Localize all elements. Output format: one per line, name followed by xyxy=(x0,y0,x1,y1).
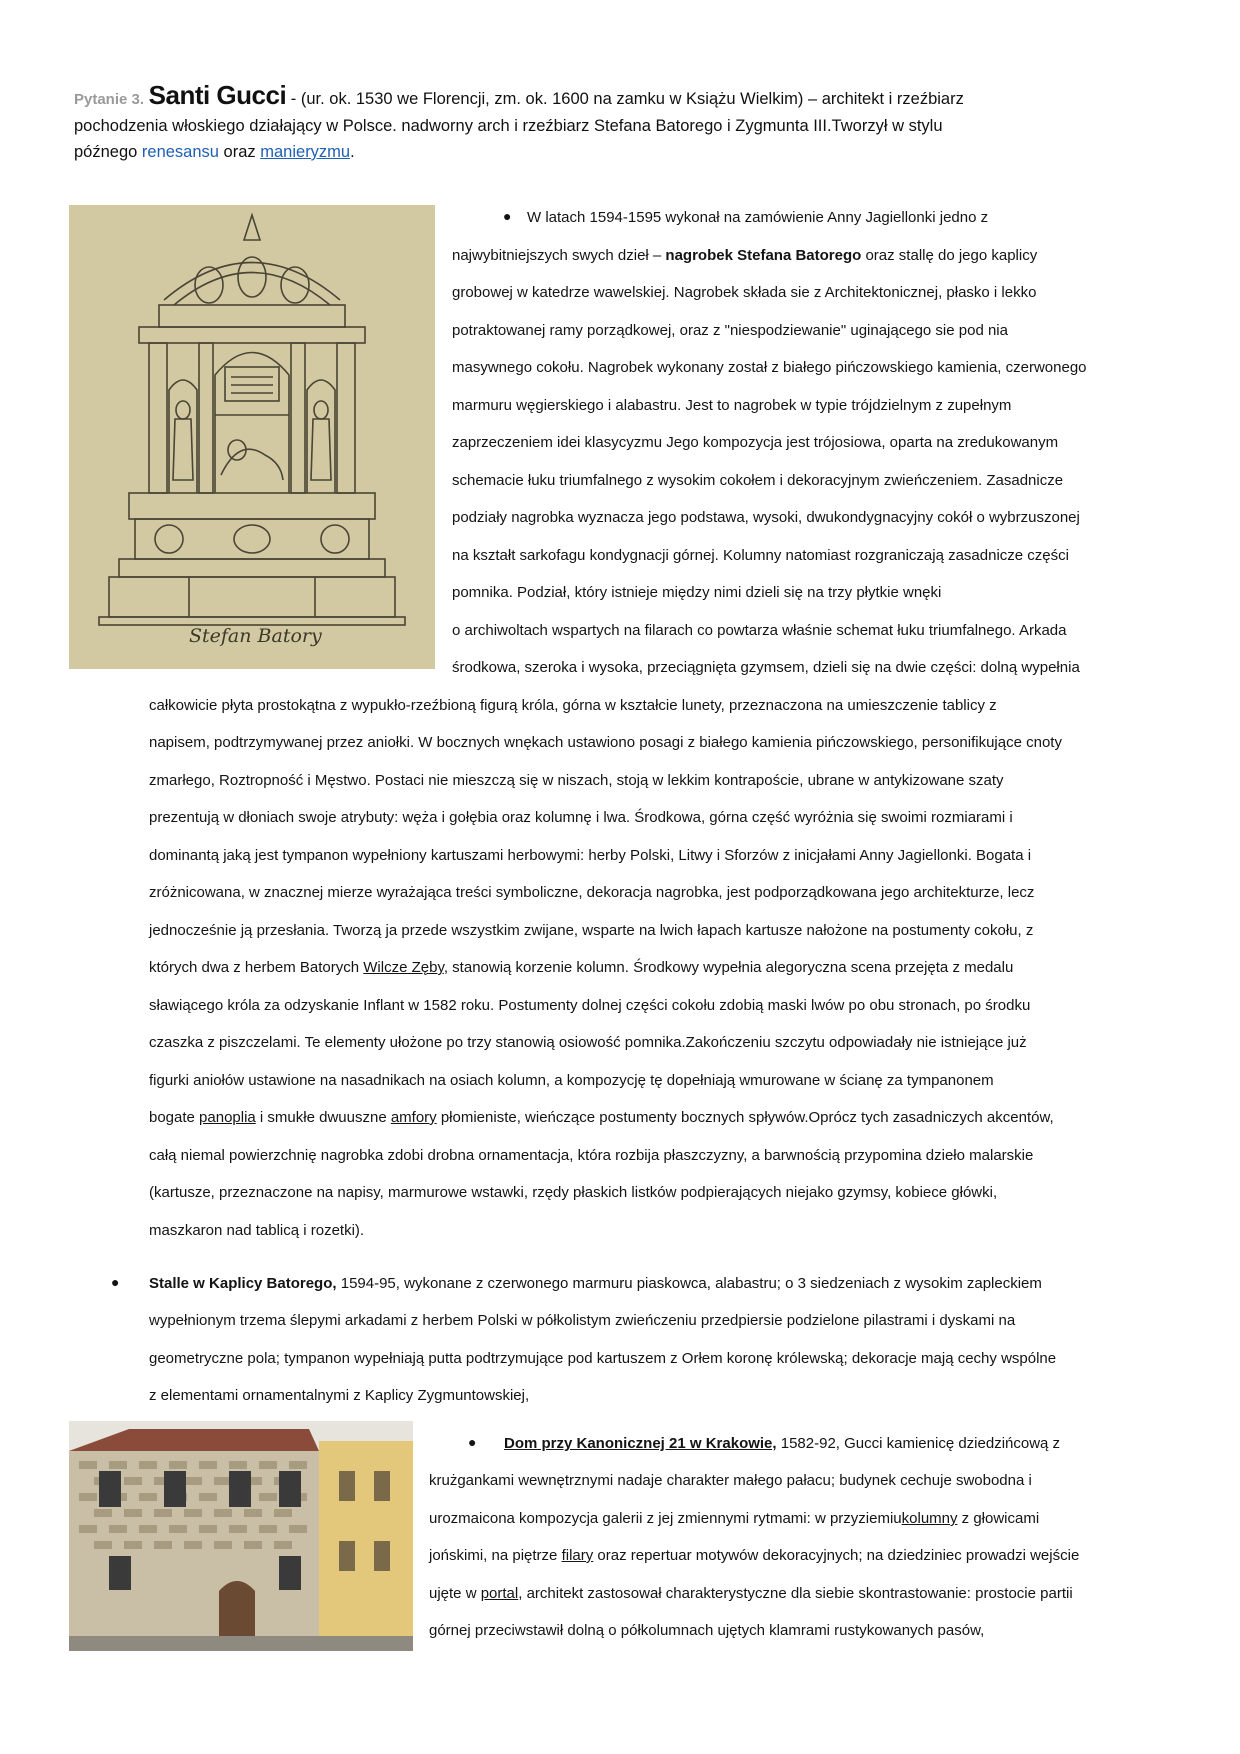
section1-line-21: których dwa z herbem Batorych Wilcze Zęby, stanowią korzenie kolumn. Środkowy wypełnia alegoryczna scena przejęta z medalu xyxy=(149,959,1014,976)
section1-line-2: najwybitniejszych swych dzieł – nagrobek Stefana Batorego oraz stallę do jego kaplicy xyxy=(452,247,1038,264)
section1-line-28: maszkaron nad tablicą i rozetki). xyxy=(149,1222,365,1239)
header-line-2: pochodzenia włoskiego działający w Polsce. nadworny arch i rzeźbiarz Stefana Batorego i Zygmunta III.Tworzył w stylu xyxy=(74,117,943,135)
section1-line-26: całą niemal powierzchnię nagrobka zdobi drobna ornamentacja, która rozbija płaszczyzny, a barwnością przypomina dzieło malarskie xyxy=(149,1147,1034,1164)
section2-bullet: ● xyxy=(111,1274,120,1290)
tomb-engraving-drawing xyxy=(69,205,435,669)
section1-line-27: (kartusze, przeznaczone na napisy, marmurowe wstawki, rzędy płaskich listków podpierających niejako gzymsy, kobiece główki, xyxy=(149,1184,998,1201)
header-line-3: późnego renesansu oraz manieryzmu. xyxy=(74,143,355,161)
nagrobek-title: nagrobek Stefana Batorego xyxy=(665,247,862,264)
section1-line-1: W latach 1594-1595 wykonał na zamówienie Anny Jagiellonki jedno z xyxy=(527,209,989,226)
section2-line-1: Stalle w Kaplicy Batorego, 1594-95, wykonane z czerwonego marmuru piaskowca, alabastru; o 3 siedzeniach z wysokim zapleckiem xyxy=(149,1275,1042,1292)
section1-line-18: dominantą jaką jest tympanon wypełniony kartuszami herbowymi: herby Polski, Litwy i Sforzów z inicjałami Anny Jagiellonki. Bogata i xyxy=(149,847,1032,864)
header-intro: - (ur. ok. 1530 we Florencji, zm. ok. 1600 na zamku w Książu Wielkim) – architekt i rzeźbiarz xyxy=(286,90,964,108)
tomb-engraving-image xyxy=(69,205,435,669)
section1-line-13: środkowa, szeroka i wysoka, przeciągnięta gzymsem, dzieli się na dwie części: dolną wypełnia xyxy=(452,659,1080,676)
section3-line-2: krużgankami wewnętrznymi nadaje charakter małego pałacu; budynek cechuje swobodna i xyxy=(429,1472,1032,1489)
section1-line-17: prezentują w dłoniach swoje atrybuty: węża i gołębia oraz kolumnę i lwa. Środkowa, górna część wyróżnia się swoimi rozmiarami i xyxy=(149,809,1013,826)
kanonicza-link[interactable]: Dom przy Kanonicznej 21 w Krakowie, xyxy=(504,1435,777,1452)
kolumny-link[interactable]: kolumny xyxy=(901,1510,958,1527)
section1-line-14: całkowicie płyta prostokątna z wypukło-rzeźbioną figurą króla, górna w kształcie lunety, przeznaczona na umieszczenie tablicy z xyxy=(149,697,997,714)
section1-line-11: pomnika. Podział, który istnieje między nimi dzieli się na trzy płytkie wnęki xyxy=(452,584,942,601)
section1-line-24: figurki aniołów ustawione na nasadnikach na osiach kolumn, a kompozycję tę dopełniają wmurowane w ścianę za tympanonem xyxy=(149,1072,994,1089)
section1-bullet: ● xyxy=(503,208,512,224)
section1-line-4: potraktowanej ramy porządkowej, oraz z "niespodziewanie" uginającego sie pod nia xyxy=(452,322,1008,339)
question-label: Pytanie 3. xyxy=(74,91,145,108)
section1-line-10: na kształt sarkofagu kondygnacji górnej. Kolumny natomiast rozgraniczają zasadnicze części xyxy=(452,547,1069,564)
section1-line-15: napisem, podtrzymywanej przez aniołki. W bocznych wnękach ustawiono posagi z białego kamienia pińczowskiego, personifikujące cnoty xyxy=(149,734,1062,751)
manieryzmu-link[interactable]: manieryzmu xyxy=(260,143,351,161)
panoplia-link[interactable]: panoplia xyxy=(199,1109,256,1126)
section1-line-22: sławiącego króla za odzyskanie Inflant w 1582 roku. Postumenty dolnej części cokołu zdobią maski lwów po obu stronach, po środku xyxy=(149,997,1031,1014)
stalle-title: Stalle w Kaplicy Batorego, xyxy=(149,1275,337,1292)
page-title: Santi Gucci xyxy=(148,80,287,110)
section3-line-1: Dom przy Kanonicznej 21 w Krakowie, 1582-92, Gucci kamienicę dziedzińcową z xyxy=(504,1435,1061,1452)
renesansu-link[interactable]: renesansu xyxy=(141,143,219,161)
section3-line-4: jońskimi, na piętrze filary oraz repertuar motywów dekoracyjnych; na dziedziniec prowadzi wejście xyxy=(429,1547,1080,1564)
section2-line-2: wypełnionym trzema ślepymi arkadami z herbem Polski w półkolistym zwieńczeniu przedpiersie podzielone pilastrami i dyskami na xyxy=(149,1312,1016,1329)
section1-line-5: masywnego cokołu. Nagrobek wykonany został z białego pińczowskiego kamienia, czerwonego xyxy=(452,359,1087,376)
section2-line-4: z elementami ornamentalnymi z Kaplicy Zygmuntowskiej, xyxy=(149,1387,530,1404)
wilcze-zeby-link[interactable]: Wilcze Zęby xyxy=(363,959,444,976)
kanonicza-house-photo xyxy=(69,1421,413,1651)
section1-line-25: bogate panoplia i smukłe dwuuszne amfory płomieniste, wieńczące postumenty bocznych spływów.Oprócz tych zasadniczych akcentów, xyxy=(149,1109,1054,1126)
section3-line-5: ujęte w portal, architekt zastosował charakterystyczne dla siebie skontrastowanie: prostocie partii xyxy=(429,1585,1073,1602)
section1-line-23: czaszka z piszczelami. Te elementy ułożone po trzy stanowią osiowość pomnika.Zakończeniu szczytu odpowiadały nie istniejące już xyxy=(149,1034,1027,1051)
section1-line-9: podziały nagrobka wyznacza jego podstawa, wysoki, dwukondygnacyjny cokół o wybrzuszonej xyxy=(452,509,1080,526)
section1-line-20: jednocześnie ją przesłania. Tworzą ja przede wszystkim zwijane, wsparte na lwich łapach kartusze nałożone na postumenty cokołu, z xyxy=(149,922,1034,939)
amfory-link[interactable]: amfory xyxy=(390,1109,437,1126)
section1-line-19: zróżnicowana, w znacznej mierze wyrażająca treści symboliczne, dekoracja nagrobka, jest podporządkowana jego architekturze, lecz xyxy=(149,884,1035,901)
page-header xyxy=(74,82,1104,165)
section1-line-6: marmuru węgierskiego i alabastru. Jest to nagrobek w typie trójdzielnym z zupełnym xyxy=(452,397,1012,414)
section3-bullet: ● xyxy=(468,1434,477,1450)
house-drawing xyxy=(69,1421,413,1651)
section3-line-3: urozmaicona kompozycja galerii z jej zmiennymi rytmami: w przyziemiukolumny z głowicami xyxy=(429,1510,1040,1527)
tomb-caption: Stefan Batory xyxy=(189,625,322,647)
section1-line-8: schemacie łuku triumfalnego z wysokim cokołem i dekoracyjnym zwieńczeniem. Zasadnicze xyxy=(452,472,1064,489)
section2-line-3: geometryczne pola; tympanon wypełniają putta podtrzymujące pod kartuszem z Orłem koronę królewską; dekoracje mają cechy wspólne xyxy=(149,1350,1057,1367)
section1-line-7: zaprzeczeniem idei klasycyzmu Jego kompozycja jest trójosiowa, oparta na zredukowanym xyxy=(452,434,1059,451)
filary-link[interactable]: filary xyxy=(561,1547,594,1564)
header-line-1 xyxy=(74,82,1104,113)
section1-line-12: o archiwoltach wspartych na filarach co powtarza właśnie schemat łuku triumfalnego. Arkada xyxy=(452,622,1067,639)
section1-line-16: zmarłego, Roztropność i Męstwo. Postaci nie mieszczą się w niszach, stoją w lekkim kontrapoście, ubrane w antykizowane szaty xyxy=(149,772,1004,789)
portal-link[interactable]: portal xyxy=(480,1585,519,1602)
section1-line-3: grobowej w katedrze wawelskiej. Nagrobek składa sie z Architektonicznej, płasko i lekko xyxy=(452,284,1037,301)
section3-line-6: górnej przeciwstawił dolną o półkolumnach ujętych klamrami rustykowanych pasów, xyxy=(429,1622,985,1639)
